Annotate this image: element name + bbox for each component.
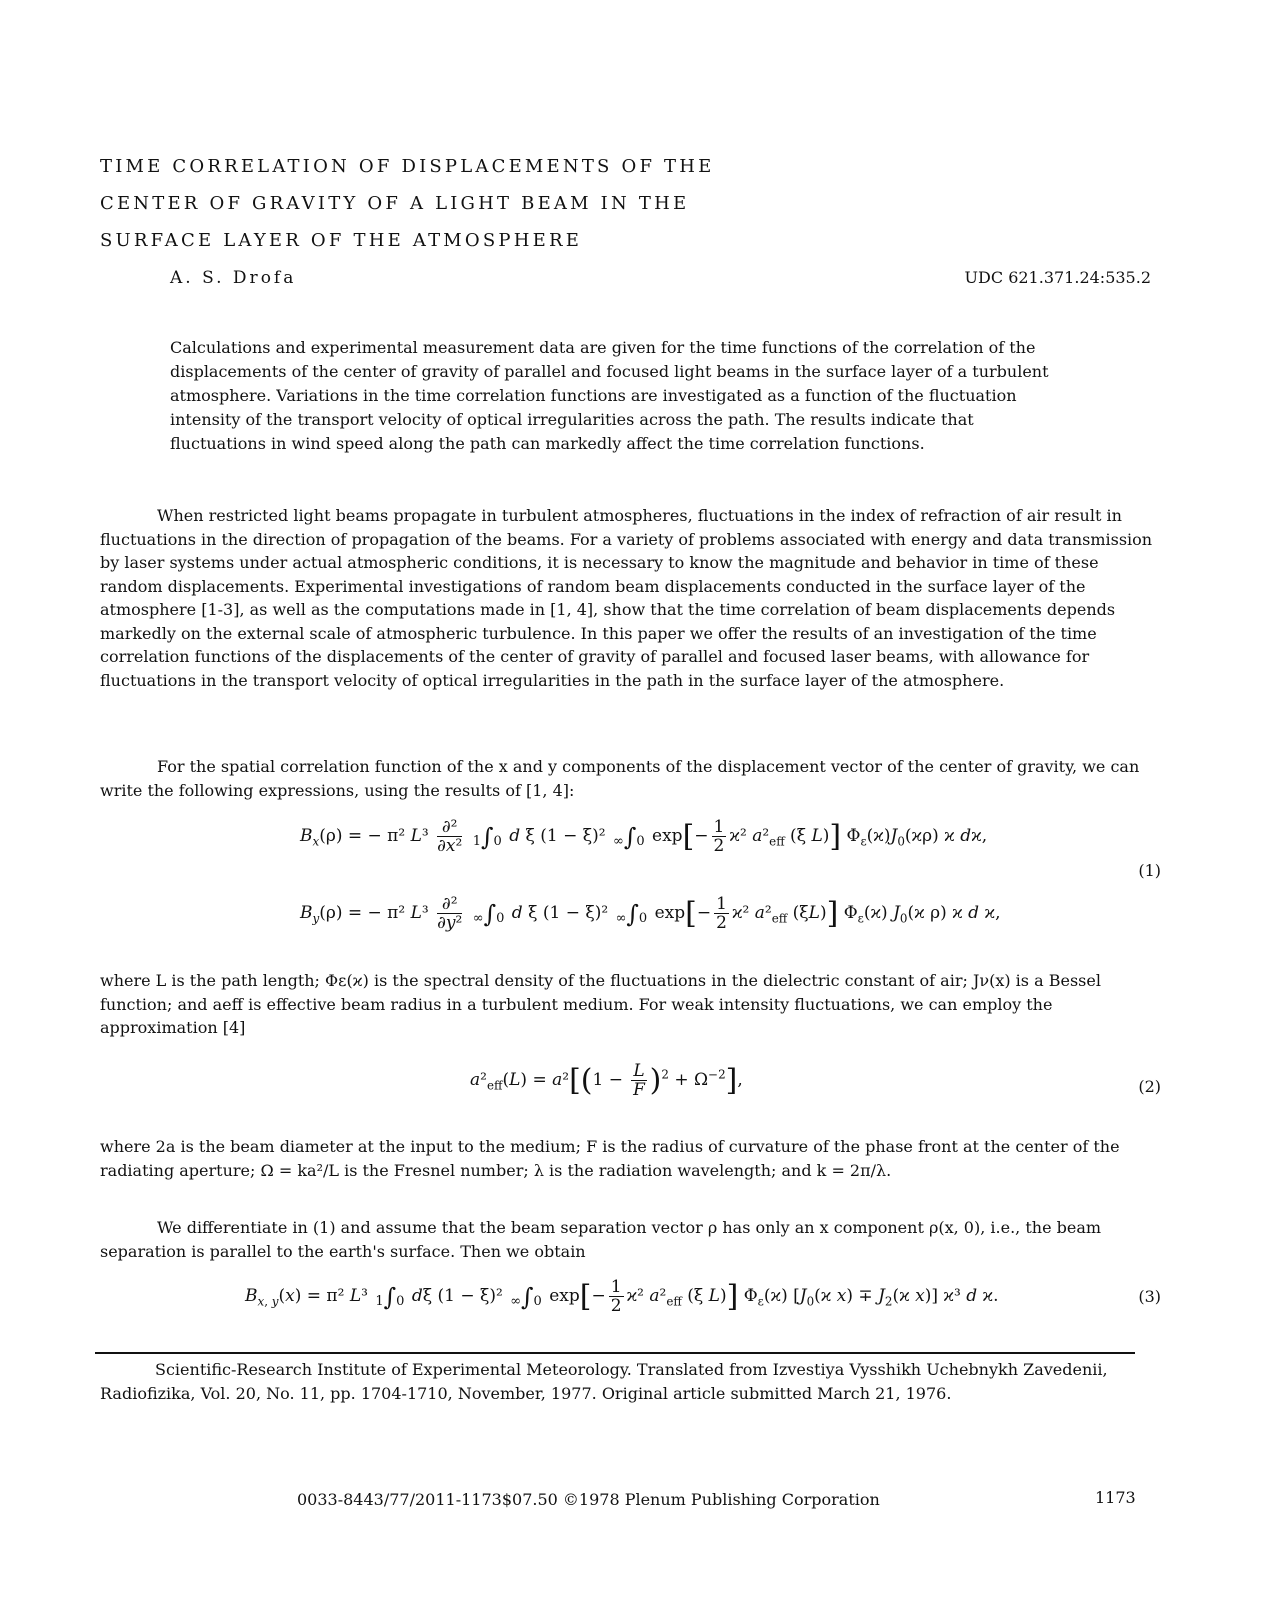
equation-1-number: (1) [1138, 861, 1161, 880]
equation-3: $B_{x, y}(x) = \pi^2$ L³ 1∫0 dξ (1 − ξ)² ∞∫0 exp[− $\frac{1}{2}$ ϰ² $a^2_{eff}$ (ξ L)] $\Phi_\varepsilon(ϰ)$ [$J_0(ϰ$ $x) \mp J_2(ϰ$ x)] ϰ³ d ϰ. [245, 1277, 999, 1316]
abstract-text: Calculations and experimental measurement data are given for the time functions of the correlation of the displacements of the center of gravity of parallel and focused light beams in the surface layer of a turbulent atmosphere. Variations in the time correlation functions are investigated as a function of the fluctuation intensity of the transport velocity of optical irregularities across the path. The results indicate that fluctuations in wind speed along the path can markedly affect the time correlation functions. [170, 338, 1049, 453]
body-paragraph-5 [100, 1216, 1162, 1263]
page-number: 1173 [1095, 1488, 1136, 1507]
equation-1b: $B_y(\rho)$ = − π² L³ $\frac{\text{∂²}}{\text{∂y²}}$ ∞∫0 d ξ (1 − ξ)² ∞∫0 exp[− $\frac{1}{2}$ ϰ² $a^2_{eff}$ (ξL)] $\Phi_\varepsilon(ϰ)$ $J_0(ϰ$ ρ) ϰ d ϰ, [300, 894, 1001, 933]
equation-2: $a^2_{eff}(L) = a^2[(1$ − $\frac{L}{F}$ )$^2 + \Omega^{-2}$], [470, 1061, 743, 1100]
abstract [170, 336, 1050, 456]
body-paragraph-3 [100, 969, 1162, 1040]
paragraph-text: where 2a is the beam diameter at the input to the medium; F is the radius of curvature of the phase front at the center of the radiating aperture; Ω = ka²/L is the Fresnel number; λ is the radiation wavelength; and k = 2π/λ. [100, 1137, 1120, 1180]
body-paragraph-4 [100, 1135, 1162, 1182]
footnote-text: Scientific-Research Institute of Experimental Meteorology. Translated from Izvestiya Vysshikh Uchebnykh Zavedenii, Radiofizika, Vol. 20, No. 11, pp. 1704-1710, November, 1977. Original article submitted March 21, 1976. [100, 1360, 1108, 1403]
body-paragraph-2 [100, 755, 1162, 802]
footnote-divider [95, 1352, 1135, 1354]
equation-2-number: (2) [1138, 1077, 1161, 1096]
paragraph-text: We differentiate in (1) and assume that the beam separation vector ρ has only an x component ρ(x, 0), i.e., the beam separation is parallel to the earth's surface. Then we obtain [100, 1218, 1102, 1261]
article-title [100, 148, 715, 259]
udc-code: UDC 621.371.24:535.2 [964, 268, 1151, 287]
paragraph-text: When restricted light beams propagate in turbulent atmospheres, fluctuations in the index of refraction of air result in fluctuations in the direction of propagation of the beams. For a variety of problems associated with energy and data transmission by laser systems under actual atmospheric conditions, it is necessary to know the magnitude and behavior in time of these random displacements. Experimental investigations of random beam displacements conducted in the surface layer of the atmosphere [1-3], as well as the computations made in [1, 4], show that the time correlation of beam displacements depends markedly on the external scale of atmospheric turbulence. In this paper we offer the results of an investigation of the time correlation functions of the displacements of the center of gravity of parallel and focused laser beams, with allowance for fluctuations in the transport velocity of optical irregularities in the path in the surface layer of the atmosphere. [100, 506, 1153, 690]
author: A. S. Drofa [170, 268, 297, 288]
body-paragraph-1 [100, 504, 1162, 692]
equation-3-number: (3) [1138, 1287, 1161, 1306]
equation-1a: $B_x(\rho)$ = − π² L³ $\frac{\text{∂²}}{\text{∂x²}}$ 1∫0 d ξ (1 − ξ)² ∞∫0 exp[− $\frac{1}{2}$ ϰ² $a^2_{eff}$ (ξ L)] $\Phi_\varepsilon(ϰ)J_0(ϰ\rho)$ ϰ dϰ, [300, 817, 988, 856]
paragraph-text: where L is the path length; Φε(ϰ) is the spectral density of the fluctuations in the dielectric constant of air; Jν(x) is a Bessel function; and aeff is effective beam radius in a turbulent medium. For weak intensity fluctuations, we can employ the approximation [4] [100, 971, 1101, 1037]
paragraph-text: For the spatial correlation function of the x and y components of the displacement vector of the center of gravity, we can write the following expressions, using the results of [1, 4]: [100, 757, 1140, 800]
title-line-2: CENTER OF GRAVITY OF A LIGHT BEAM IN THE [100, 193, 690, 214]
title-line-3: SURFACE LAYER OF THE ATMOSPHERE [100, 230, 583, 251]
title-line-1: TIME CORRELATION OF DISPLACEMENTS OF THE [100, 156, 715, 177]
footnote [100, 1358, 1140, 1405]
copyright-line: 0033-8443/77/2011-1173$07.50 ©1978 Plenum Publishing Corporation [297, 1490, 880, 1509]
